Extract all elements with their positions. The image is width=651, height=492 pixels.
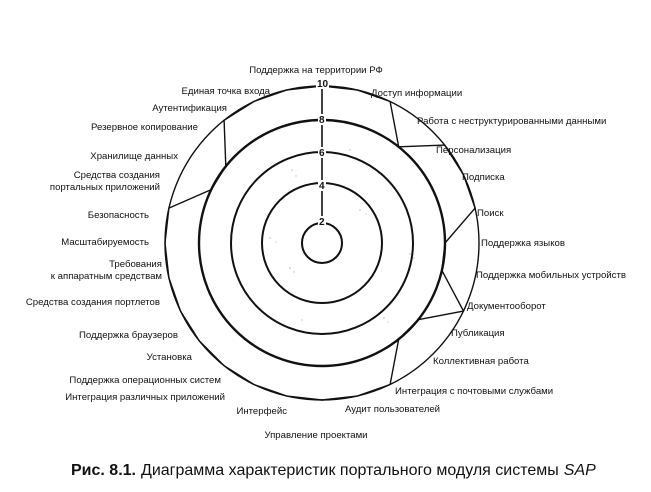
value-profile <box>165 86 475 400</box>
axis-label: Управление проектами <box>264 430 368 441</box>
axis-label: Поддержка операционных систем <box>69 375 221 386</box>
axis-label: Доступ информации <box>371 88 463 99</box>
tick-label: 6 <box>319 148 325 159</box>
axis-label: Поиск <box>477 208 504 219</box>
axis-label: Поддержка мобильных устройств <box>476 270 626 281</box>
axis-label: Интеграция различных приложений <box>65 392 225 403</box>
axis-label: Требования к аппаратным средствам <box>50 259 162 282</box>
tick-label: 2 <box>319 217 325 228</box>
axis-label: Документооборот <box>467 301 546 312</box>
axis-label: Безопасность <box>87 210 149 221</box>
caption-prefix: Рис. 8.1. <box>71 462 136 479</box>
axis-label: Резервное копирование <box>91 122 198 133</box>
caption-system: SAP <box>563 462 596 479</box>
axis-label: Аудит пользователей <box>345 404 441 415</box>
axis-label: Поддержка браузеров <box>79 330 178 341</box>
axis-label: Установка <box>146 352 192 363</box>
axis-label: Работа с неструктурированными данными <box>417 116 607 127</box>
scale-ring-2 <box>302 223 342 263</box>
axis-label: Персонализация <box>436 145 512 156</box>
axis-label: Хранилище данных <box>90 151 178 162</box>
axis-label: Единая точка входа <box>181 86 270 97</box>
axis-label: Аутентификация <box>152 103 227 114</box>
tick-label: 4 <box>319 181 325 192</box>
caption-text: Диаграмма характеристик портального модуля системы <box>140 462 559 479</box>
axis-label: Масштабируемость <box>61 237 149 248</box>
axis-label: Публикация <box>451 328 505 339</box>
tick-label: 8 <box>319 115 325 126</box>
axis-label: Поддержка на территории РФ <box>249 65 383 76</box>
figure-caption <box>71 462 596 479</box>
axis-label: Интерфейс <box>236 406 287 417</box>
scan-texture <box>269 149 414 322</box>
axis-label: Средства создания портальных приложений <box>49 170 160 193</box>
axis-label: Средства создания портлетов <box>25 297 160 308</box>
axis-label: Подписка <box>462 172 505 183</box>
tick-label: 10 <box>317 79 329 90</box>
axis-label: Интеграция с почтовыми службами <box>395 386 554 397</box>
axis-label: Коллективная работа <box>433 356 529 367</box>
axis-label: Поддержка языков <box>481 238 565 249</box>
